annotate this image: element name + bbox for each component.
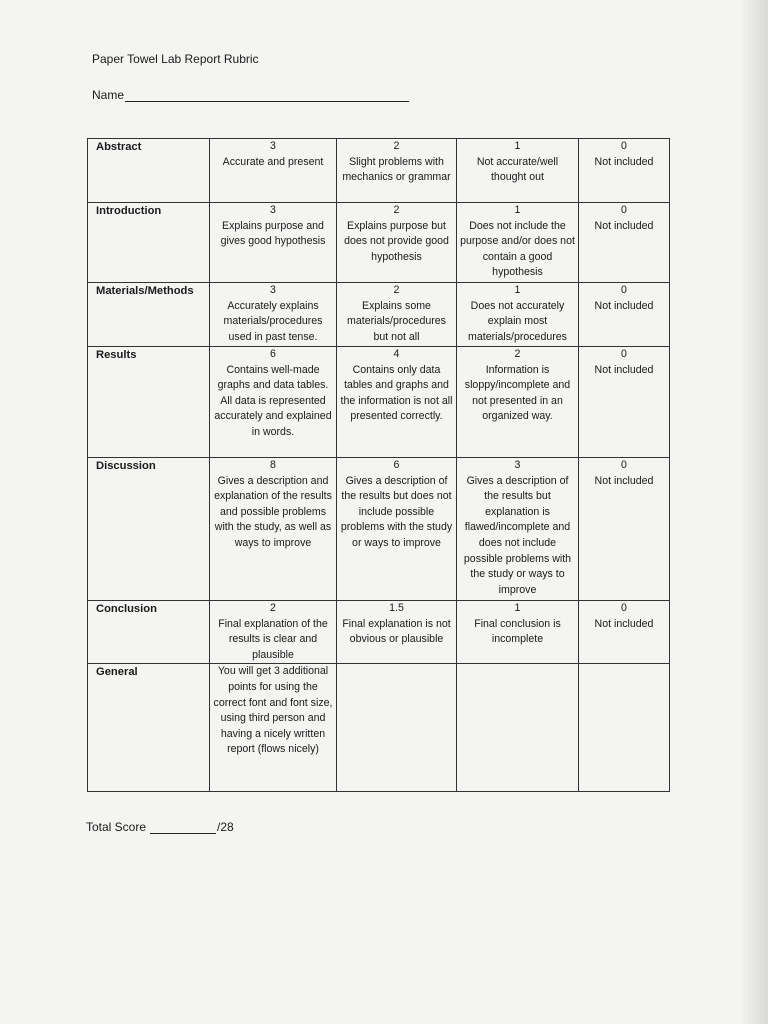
score-value: 0 <box>621 284 627 296</box>
score-value: 3 <box>270 284 276 296</box>
score-value: 4 <box>393 348 400 360</box>
total-score <box>86 820 234 834</box>
criteria-cell <box>579 458 670 601</box>
score-value: 8 <box>270 459 276 471</box>
criteria-text: Final conclusion is incomplete <box>474 617 561 646</box>
criteria-cell <box>579 283 670 347</box>
criteria-cell <box>210 203 337 283</box>
criteria-text: Does not include the purpose and/or does not contain a good hypothesis <box>460 219 575 279</box>
category-cell: Introduction <box>88 203 210 283</box>
criteria-text: Contains only data tables and graphs and the information is not all presented correctly. <box>340 363 453 423</box>
score-value: 1 <box>514 204 521 216</box>
criteria-text: Information is sloppy/incomplete and not presented in an organized way. <box>464 363 571 423</box>
criteria-text: Explains purpose but does not provide good hypothesis <box>344 219 449 263</box>
score-value: 2 <box>393 204 400 216</box>
score-value: 0 <box>621 348 627 360</box>
rubric-row-introduction <box>88 203 670 283</box>
criteria-cell <box>337 601 457 664</box>
page-edge-shadow <box>740 0 768 1024</box>
criteria-text: Gives a description and explanation of the results and possible problems with the study, as well as ways to improve <box>214 474 332 549</box>
criteria-cell <box>210 664 337 792</box>
rubric-row-abstract <box>88 139 670 203</box>
criteria-cell <box>210 347 337 458</box>
rubric-row-conclusion <box>88 601 670 664</box>
criteria-text: Accurately explains materials/procedures used in past tense. <box>223 299 323 343</box>
name-blank-line[interactable] <box>125 89 409 102</box>
criteria-cell <box>337 458 457 601</box>
score-value: 3 <box>514 459 521 471</box>
score-value: 0 <box>621 140 627 152</box>
criteria-cell <box>210 283 337 347</box>
criteria-text: Not included <box>594 219 654 232</box>
empty-cell <box>337 664 457 792</box>
criteria-cell <box>579 203 670 283</box>
category-cell: Abstract <box>88 139 210 203</box>
total-score-max: /28 <box>217 820 234 834</box>
criteria-text: Accurate and present <box>222 155 324 168</box>
criteria-text: Not included <box>594 155 654 168</box>
category-cell: Discussion <box>88 458 210 601</box>
criteria-cell <box>457 347 579 458</box>
criteria-text: Explains some materials/procedures but not all <box>347 299 446 343</box>
criteria-text: You will get 3 additional points for using the correct font and font size, using third person and having a nicely written report (flows nicely) <box>213 665 333 756</box>
total-score-label: Total Score <box>86 820 147 834</box>
criteria-text: Gives a description of the results but does not include possible problems with the study or ways to improve <box>340 474 453 549</box>
score-value: 2 <box>393 284 400 296</box>
criteria-cell <box>337 203 457 283</box>
category-cell: Results <box>88 347 210 458</box>
rubric-row-results <box>88 347 670 458</box>
rubric-row-materials-methods <box>88 283 670 347</box>
criteria-cell <box>457 601 579 664</box>
rubric-row-discussion <box>88 458 670 601</box>
score-value: 6 <box>393 459 400 471</box>
score-value: 1 <box>514 140 521 152</box>
criteria-cell <box>337 283 457 347</box>
score-value: 0 <box>621 459 627 471</box>
category-cell: Materials/Methods <box>88 283 210 347</box>
criteria-cell <box>210 601 337 664</box>
criteria-text: Explains purpose and gives good hypothesis <box>220 219 326 248</box>
criteria-cell <box>337 139 457 203</box>
criteria-cell <box>457 139 579 203</box>
score-value: 6 <box>270 348 276 360</box>
score-value: 0 <box>621 204 627 216</box>
rubric-table <box>87 138 670 792</box>
criteria-text: Not included <box>594 299 654 312</box>
criteria-cell <box>579 347 670 458</box>
score-value: 3 <box>270 140 276 152</box>
document-title: Paper Towel Lab Report Rubric <box>92 52 259 66</box>
score-value: 2 <box>393 140 400 152</box>
score-value: 1 <box>514 602 521 614</box>
criteria-cell <box>579 139 670 203</box>
score-value: 1 <box>514 284 521 296</box>
score-value: 0 <box>621 602 627 614</box>
criteria-cell <box>210 458 337 601</box>
name-field <box>92 88 409 102</box>
score-value: 3 <box>270 204 276 216</box>
criteria-text: Slight problems with mechanics or grammar <box>342 155 451 184</box>
criteria-text: Not included <box>594 363 654 376</box>
criteria-text: Not accurate/well thought out <box>476 155 559 184</box>
rubric-row-general <box>88 664 670 792</box>
score-value: 2 <box>270 602 276 614</box>
score-value: 1.5 <box>389 602 404 614</box>
criteria-cell <box>579 601 670 664</box>
criteria-text: Does not accurately explain most materials/procedures <box>468 299 567 343</box>
total-score-blank[interactable] <box>150 821 216 834</box>
category-cell: General <box>88 664 210 792</box>
criteria-text: Gives a description of the results but explanation is flawed/incomplete and does not include possible problems with the study or ways to improve <box>463 474 572 596</box>
criteria-cell <box>337 347 457 458</box>
criteria-text: Not included <box>594 617 654 630</box>
empty-cell <box>457 664 579 792</box>
empty-cell <box>579 664 670 792</box>
criteria-text: Not included <box>594 474 654 487</box>
criteria-text: Final explanation is not obvious or plausible <box>342 617 451 646</box>
category-cell: Conclusion <box>88 601 210 664</box>
score-value: 2 <box>514 348 521 360</box>
criteria-text: Final explanation of the results is clear and plausible <box>218 617 328 661</box>
criteria-cell <box>457 203 579 283</box>
criteria-text: Contains well-made graphs and data tables. All data is represented accurately and explained in words. <box>214 363 332 438</box>
criteria-cell <box>457 458 579 601</box>
criteria-cell <box>210 139 337 203</box>
name-label: Name <box>92 88 125 102</box>
criteria-cell <box>457 283 579 347</box>
